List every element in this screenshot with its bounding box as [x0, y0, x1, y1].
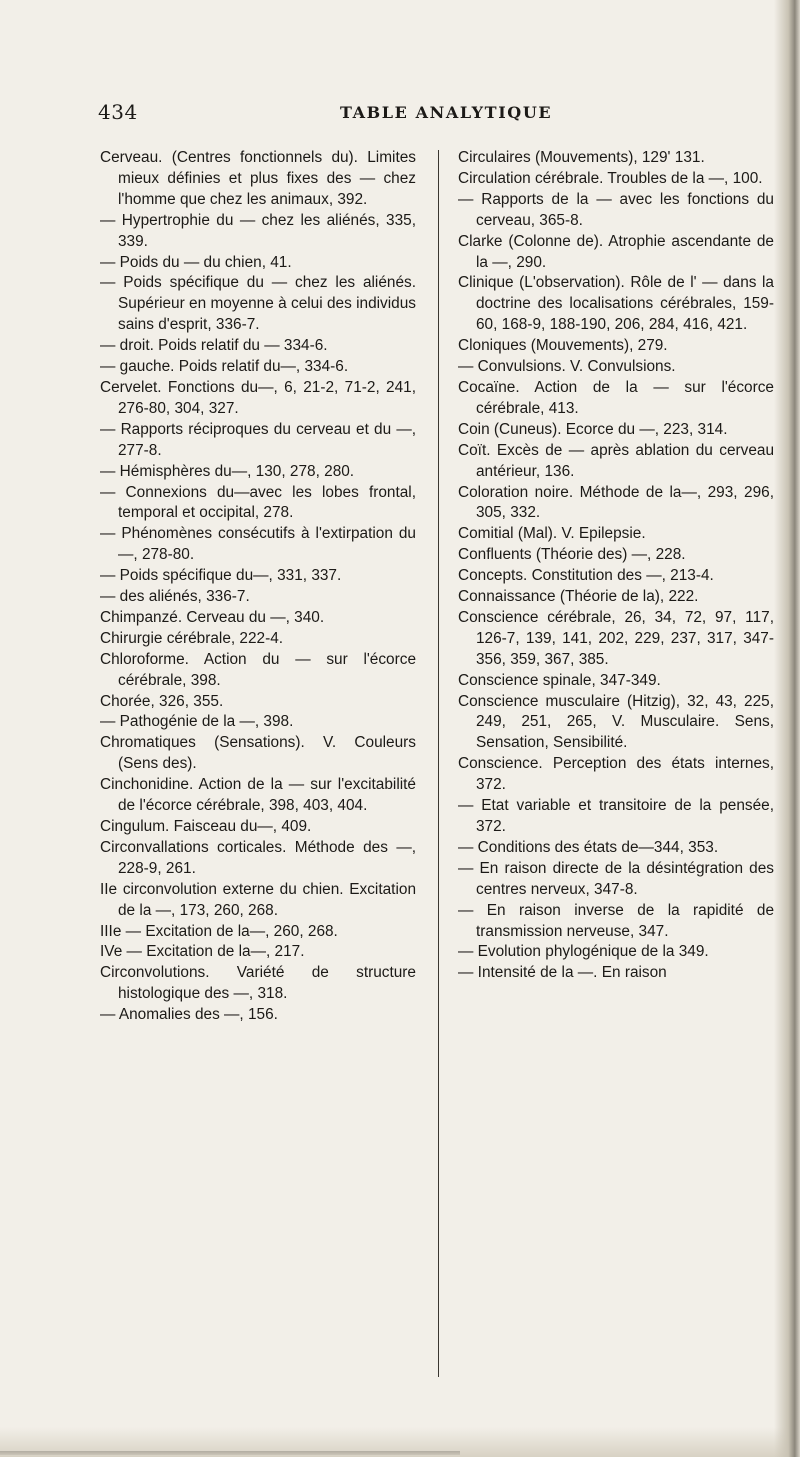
index-entry: — gauche. Poids relatif du—, 334-6. — [100, 358, 349, 376]
index-entry: Comitial (Mal). V. Epilepsie. — [458, 525, 646, 543]
index-entry: Cocaïne. Action de la — sur l'écorce cérébrale, 413. — [458, 378, 774, 417]
index-entry: Coloration noire. Méthode de la—, 293, 296, 305, 332. — [458, 483, 774, 522]
page-number: 434 — [98, 100, 138, 124]
index-entry: Coin (Cuneus). Ecorce du —, 223, 314. — [458, 420, 728, 438]
index-entry: Coït. Excès de — après ablation du cerveau antérieur, 136. — [458, 441, 774, 480]
index-entry: — Rapports de la — avec les fonctions du cerveau, 365-8. — [458, 190, 774, 229]
index-entry: IIIe — Excitation de la—, 260, 268. — [100, 922, 338, 940]
index-entry: Circonvolutions. Variété de structure histologique des —, 318. — [100, 964, 416, 1003]
index-entry: — Evolution phylogénique de la 349. — [458, 943, 709, 961]
column-divider — [438, 150, 439, 1377]
index-entry: Cinchonidine. Action de la — sur l'excitabilité de l'écorce cérébrale, 398, 403, 404. — [100, 776, 416, 815]
index-entry: — Etat variable et transitoire de la pensée, 372. — [458, 797, 774, 835]
page-edge-shadow — [774, 0, 800, 1457]
index-entry: Circulation cérébrale. Troubles de la —, 100. — [458, 169, 763, 187]
index-entry: Chromatiques (Sensations). V. Couleurs (Sens des). — [100, 734, 416, 773]
running-title: TABLE ANALYTIQUE — [340, 103, 553, 122]
index-entry: Chorée, 326, 355. — [100, 692, 224, 710]
index-entry: Connaissance (Théorie de la), 222. — [458, 588, 699, 606]
index-entry: Cloniques (Mouvements), 279. — [458, 337, 668, 355]
index-entry: Concepts. Constitution des —, 213-4. — [458, 567, 714, 585]
index-entry: Conscience musculaire (Hitzig), 32, 43, 225, 249, 251, 265, V. Musculaire. Sens, Sensation, Sensibilité. — [458, 692, 774, 752]
index-entry: — Hypertrophie du — chez les aliénés, 335, 339. — [100, 211, 416, 250]
index-entry: Conscience. Perception des états internes, 372. — [458, 755, 774, 794]
index-entry: — Anomalies des —, 156. — [100, 1006, 278, 1024]
index-entry: — Convulsions. V. Convulsions. — [458, 358, 676, 376]
index-entry: Conscience spinale, 347-349. — [458, 671, 661, 689]
page-header — [0, 100, 800, 130]
index-entry: Cingulum. Faisceau du—, 409. — [100, 818, 312, 835]
index-entry: Circulaires (Mouvements), 129' 131. — [458, 149, 705, 166]
index-entry: — Poids du — du chien, 41. — [100, 253, 292, 271]
left-column — [100, 148, 416, 1026]
index-entry: — Intensité de la —. En raison — [458, 964, 667, 982]
index-entry: — droit. Poids relatif du — 334-6. — [100, 337, 328, 355]
index-entry: Clarke (Colonne de). Atrophie ascendante de la —, 290. — [458, 232, 774, 271]
right-column — [458, 148, 774, 984]
index-entry: Clinique (L'observation). Rôle de l' — dans la doctrine des localisations cérébrales, 159-60, 168-9, 188-190, 206, 284, 416, 421. — [458, 274, 774, 334]
index-entry: — Rapports réciproques du cerveau et du —, 277-8. — [100, 420, 416, 459]
index-entry: — Pathogénie de la —, 398. — [100, 713, 294, 731]
page-bottom-shadow — [0, 1427, 800, 1457]
index-entry: Conscience cérébrale, 26, 34, 72, 97, 117, 126-7, 139, 141, 202, 229, 237, 317, 347-356, 359, 367, 385. — [458, 608, 774, 668]
index-entry: Cervelet. Fonctions du—, 6, 21-2, 71-2, 241, 276-80, 304, 327. — [100, 378, 416, 417]
index-entry: — Poids spécifique du—, 331, 337. — [100, 567, 342, 585]
index-entry: — Phénomènes consécutifs à l'extirpation du —, 278-80. — [100, 525, 416, 564]
index-entry: Circonvallations corticales. Méthode des —, 228-9, 261. — [100, 838, 416, 877]
index-entry: Chloroforme. Action du — sur l'écorce cérébrale, 398. — [100, 650, 416, 689]
index-entry: IVe — Excitation de la—, 217. — [100, 943, 305, 961]
index-entry: Cerveau. (Centres fonctionnels du). Limites mieux définies et plus fixes des — chez l'homme que chez les animaux, 392. — [100, 149, 416, 208]
index-entry: — Conditions des états de—344, 353. — [458, 838, 719, 856]
index-entry: — En raison directe de la désintégration des centres nerveux, 347-8. — [458, 859, 774, 898]
index-entry: — En raison inverse de la rapidité de transmission nerveuse, 347. — [458, 901, 774, 940]
index-entry: Chirurgie cérébrale, 222-4. — [100, 629, 284, 647]
index-entry: — Poids spécifique du — chez les aliénés. Supérieur en moyenne à celui des individus sains d'esprit, 336-7. — [100, 274, 416, 334]
index-entry: Chimpanzé. Cerveau du —, 340. — [100, 608, 325, 626]
index-entry: — Hémisphères du—, 130, 278, 280. — [100, 462, 355, 480]
index-entry: IIe circonvolution externe du chien. Excitation de la —, 173, 260, 268. — [100, 880, 416, 919]
index-entry: — Connexions du—avec les lobes frontal, temporal et occipital, 278. — [100, 483, 416, 522]
index-entry: — des aliénés, 336-7. — [100, 588, 250, 606]
index-entry: Confluents (Théorie des) —, 228. — [458, 546, 686, 564]
